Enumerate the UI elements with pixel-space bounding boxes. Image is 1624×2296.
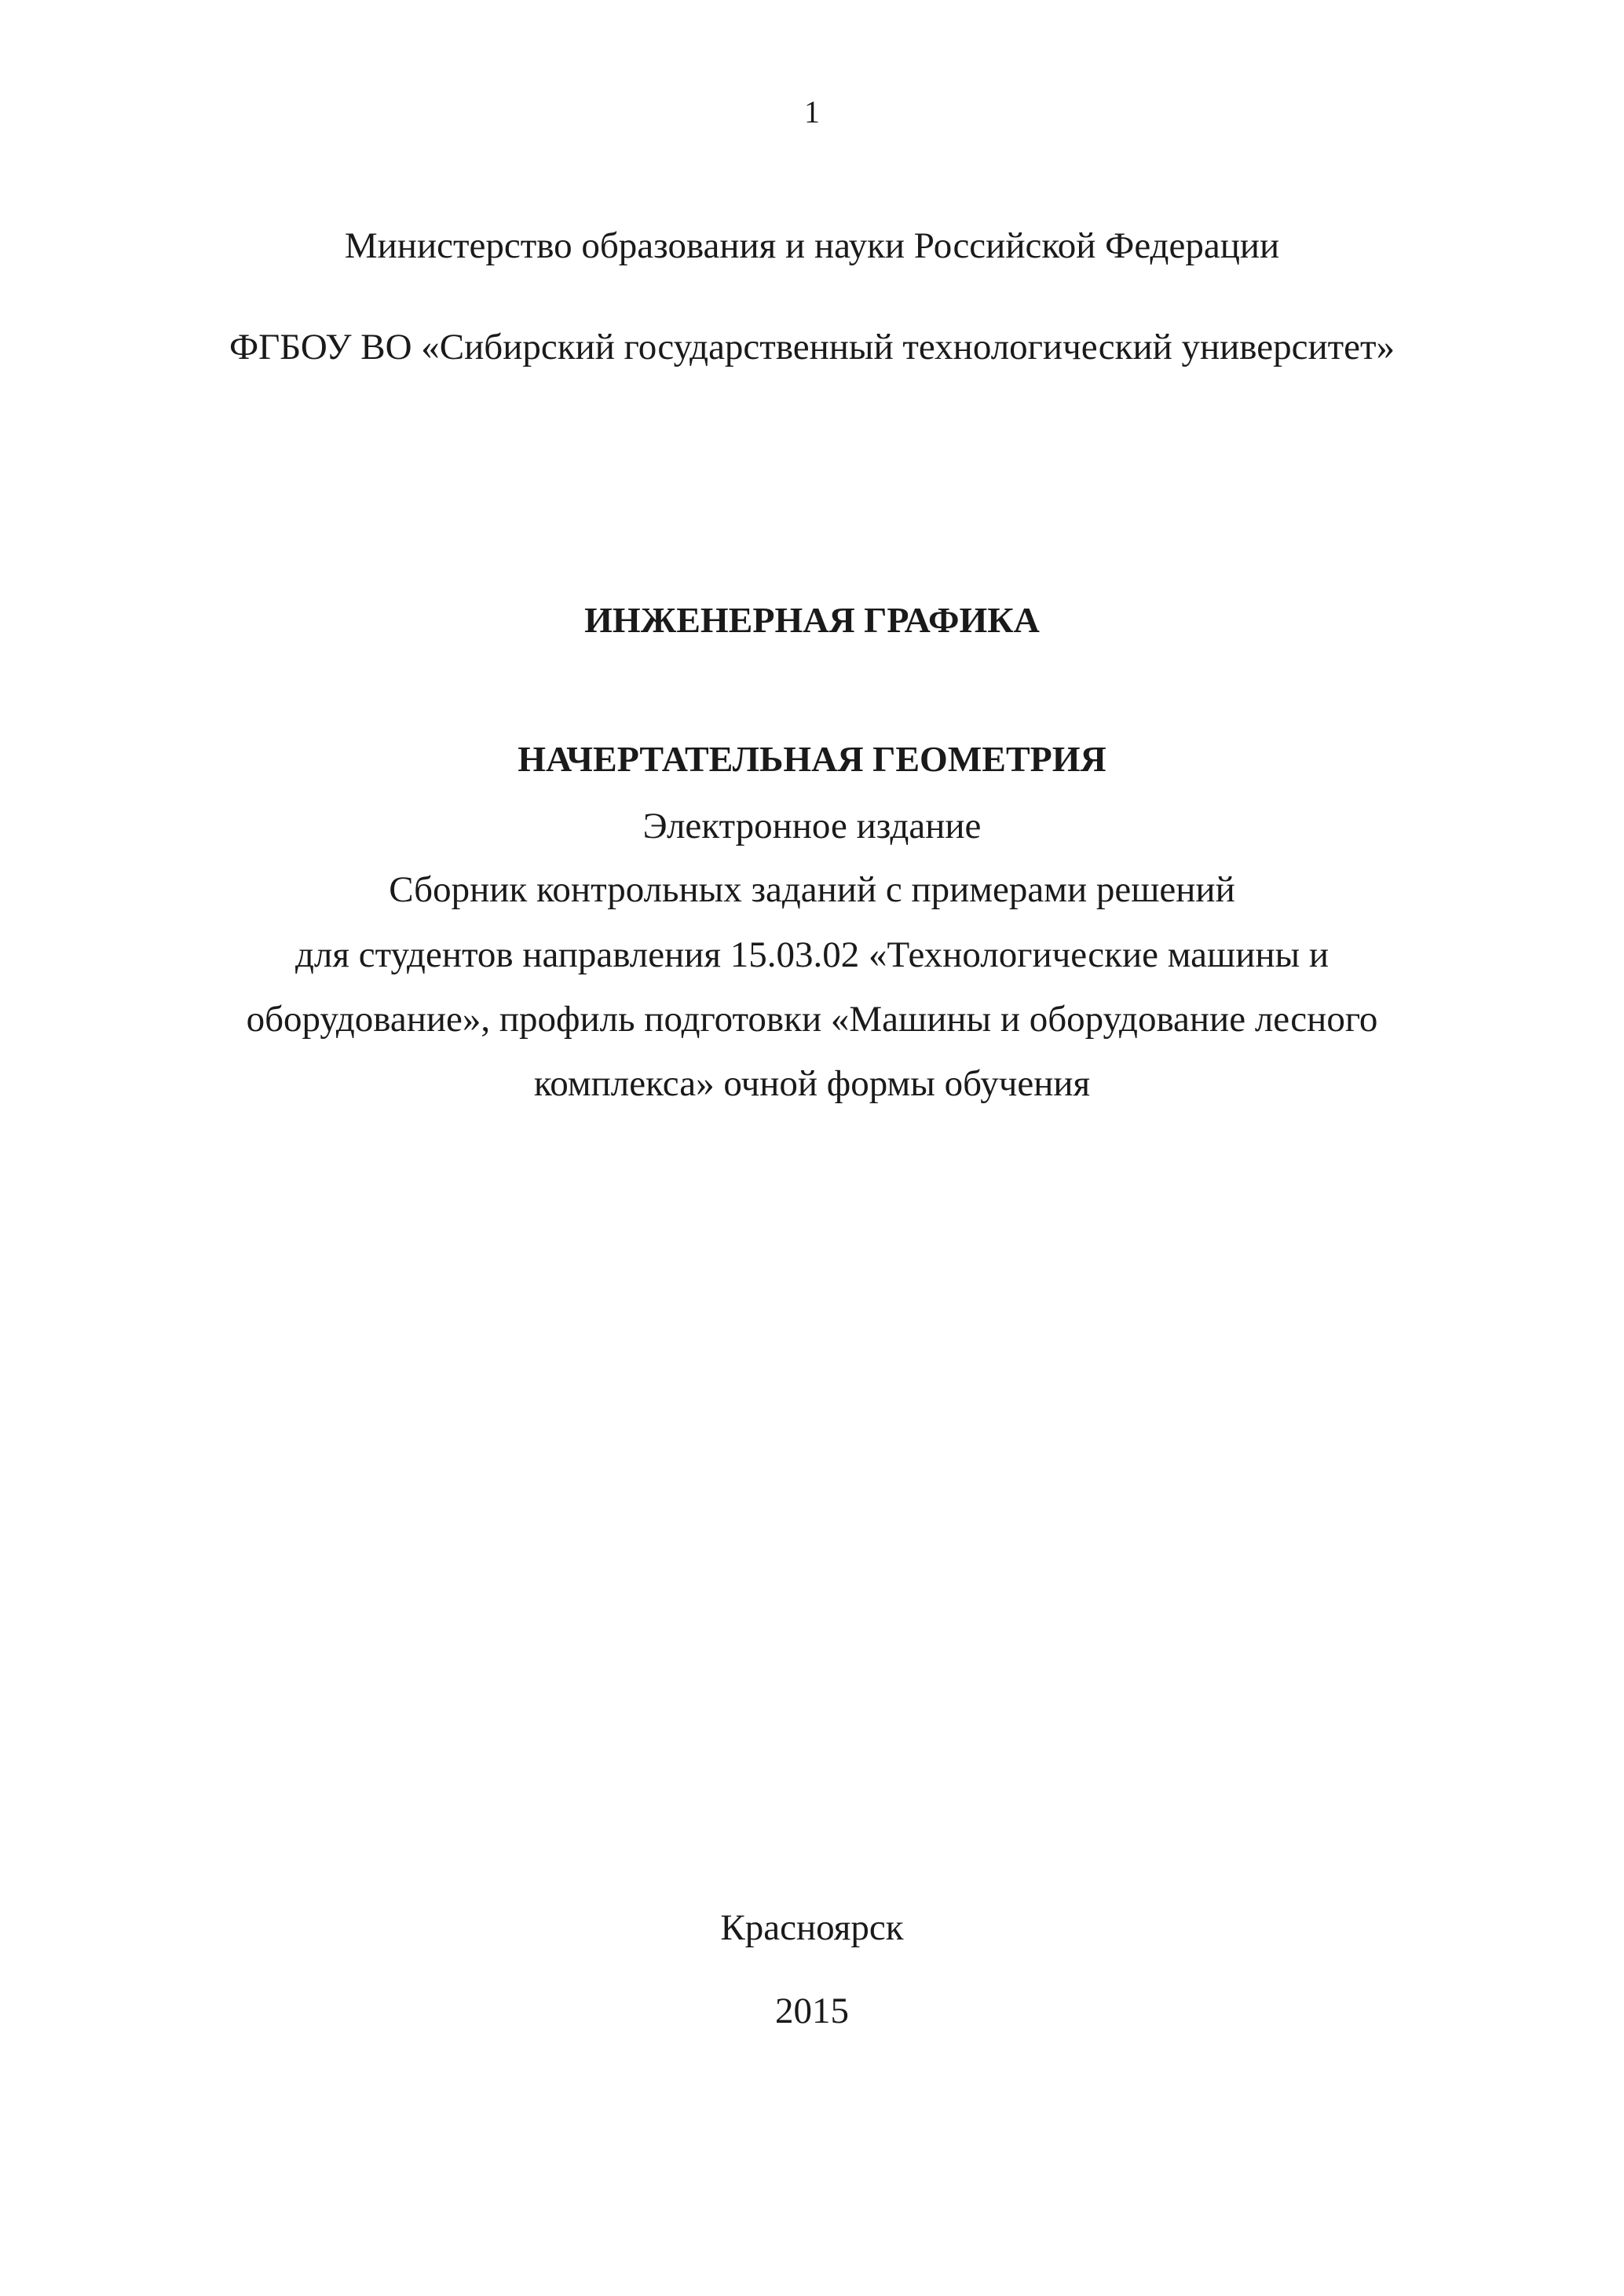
description-line: оборудование», профиль подготовки «Машины и оборудование лесного — [246, 999, 1378, 1040]
ministry-name: Министерство образования и науки Российской Федерации — [344, 225, 1280, 266]
edition-type: Электронное издание — [642, 806, 982, 846]
university-name: ФГБОУ ВО «Сибирский государственный технологический университет» — [229, 327, 1395, 367]
description-line: для студентов направления 15.03.02 «Технологические машины и — [294, 934, 1330, 975]
publication-year: 2015 — [775, 1991, 849, 2031]
publication-city: Красноярск — [720, 1907, 904, 1948]
page-number: 1 — [804, 94, 820, 130]
document-subtitle: НАЧЕРТАТЕЛЬНАЯ ГЕОМЕТРИЯ — [518, 739, 1106, 779]
document-title: ИНЖЕНЕРНАЯ ГРАФИКА — [584, 600, 1040, 640]
description-line: Сборник контрольных заданий с примерами решений — [389, 869, 1235, 910]
description-line: комплекса» очной формы обучения — [533, 1063, 1091, 1104]
